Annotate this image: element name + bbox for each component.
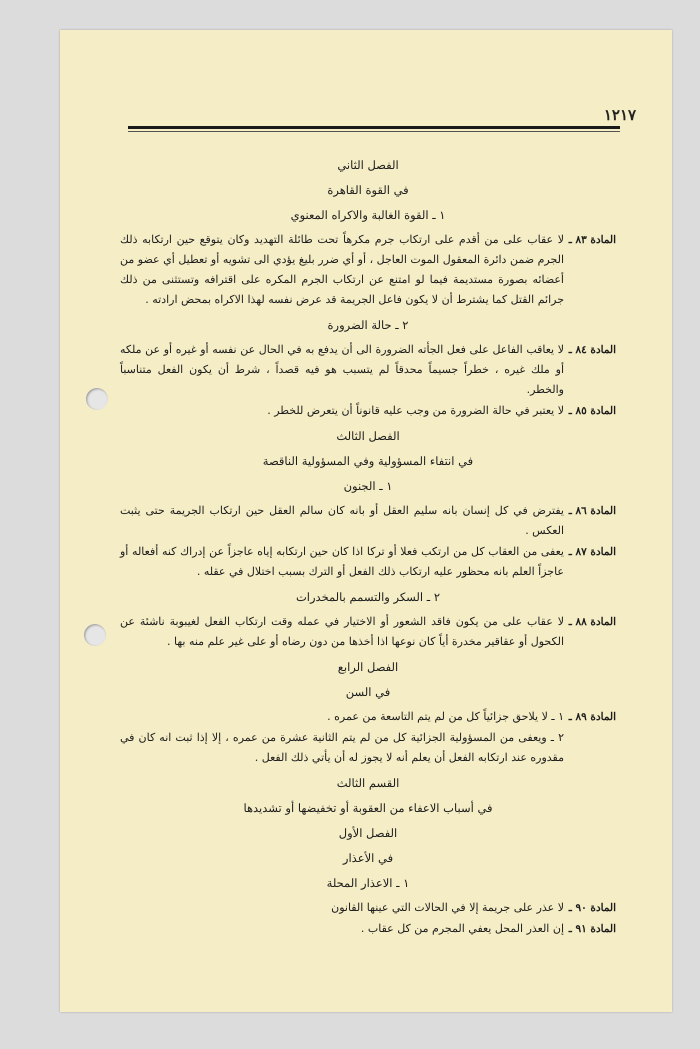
section-heading: في السن (345, 685, 391, 699)
binder-hole-bottom (84, 624, 106, 646)
document-page (60, 30, 672, 1012)
section-heading: الفصل الثاني (337, 158, 399, 172)
article-label: المادة ٩١ ـ (568, 923, 616, 935)
section-heading: في القوة القاهرة (327, 183, 409, 197)
header-rule-thin (128, 131, 620, 132)
article-text: إن العذر المحل يعفي المجرم من كل عقاب . (360, 922, 564, 935)
section-heading: ١ ـ القوة الغالبة والاكراه المعنوي (290, 208, 446, 222)
article-text: لا عقاب على من أقدم على ارتكاب جرم مكرهاً تحت طائلة التهديد وكان يتوقع حين ارتكابه ذلك الجرم ضمن دائرة المعقول الموت العاجل ، أو أي ضرر بليغ يؤدي الى تشويه أو تعطيل أي عضو من أعضائه بصورة مستديمة فيما لو امتنع عن ارتكاب الجرم المكره على اقترافه وتستثنى من ذلك جرائم القتل كما يشترط أن لا يكون فاعل الجريمة قد عرض نفسه لهذا الاكراه بمحض ارادته . (120, 233, 564, 306)
section-heading: ٢ ـ السكر والتسمم بالمخدرات (295, 590, 440, 604)
article-label: المادة ٨٩ ـ (568, 711, 616, 723)
section-heading: ٢ ـ حالة الضرورة (327, 318, 409, 332)
article-label: المادة ٩٠ ـ (568, 902, 616, 914)
header-rule (128, 126, 620, 129)
article-paragraph (120, 501, 616, 541)
article-text: لا عذر على جريمة إلا في الحالات التي عينها القانون (331, 901, 564, 914)
article-paragraph (120, 401, 616, 421)
article-text: لا يعتبر في حالة الضرورة من وجب عليه قانوناً أن يتعرض للخطر . (267, 404, 564, 417)
article-paragraph (120, 728, 616, 768)
article-label: المادة ٨٤ ـ (568, 344, 616, 356)
article-label: المادة ٨٣ ـ (568, 234, 616, 246)
section-heading: الفصل الأول (338, 826, 398, 840)
section-heading: ١ ـ الجنون (343, 479, 393, 493)
section-heading: الفصل الرابع (337, 660, 399, 674)
article-text: ١ ـ لا يلاحق جزائياً كل من لم يتم التاسعة من عمره . (327, 710, 564, 723)
section-heading: الفصل الثالث (336, 429, 400, 443)
article-paragraph (120, 542, 616, 582)
article-label: المادة ٨٧ ـ (568, 546, 616, 558)
page-number: ١٢١٧ (603, 106, 637, 124)
article-paragraph (120, 230, 616, 310)
article-paragraph (120, 707, 616, 727)
article-text: لا عقاب على من يكون فاقد الشعور أو الاختيار في عمله وقت ارتكاب الفعل لغيبوبة ناشئة عن الكحول أو عقاقير مخدرة أياً كان نوعها اذا أخذها من دون رضاه أو على غير علم منه بها . (120, 615, 564, 648)
section-heading: في انتفاء المسؤولية وفي المسؤولية الناقصة (262, 454, 474, 468)
article-paragraph (120, 340, 616, 400)
article-label: المادة ٨٨ ـ (568, 616, 616, 628)
article-label: المادة ٨٦ ـ (568, 505, 616, 517)
article-paragraph (120, 898, 616, 918)
article-text: ٢ ـ ويعفى من المسؤولية الجزائية كل من لم يتم الثانية عشرة من عمره ، إلا إذا ثبت انه كان في مقدوره عند ارتكابه الفعل أن يعلم أنه لا يجوز له أن يأتي ذلك الفعل . (120, 731, 564, 764)
article-text: لا يعاقب الفاعل على فعل الجأته الضرورة الى أن يدفع به في الحال عن نفسه أو غيره أو عن ملكه أو ملك غيره ، خطراً جسيماً محدقاً لم يتسبب هو فيه قصداً ، شرط أن يكون الفعل متناسباً والخطر. (120, 343, 564, 396)
section-heading: القسم الثالث (336, 776, 400, 790)
article-label: المادة ٨٥ ـ (568, 405, 616, 417)
section-heading: في أسباب الاعفاء من العقوبة أو تخفيضها أو تشديدها (243, 801, 493, 815)
document-body (120, 150, 616, 940)
article-paragraph (120, 612, 616, 652)
article-paragraph (120, 919, 616, 939)
binder-hole-top (86, 388, 108, 410)
article-text: يعفى من العقاب كل من ارتكب فعلا أو تركا اذا كان حين ارتكابه إياه عاجزاً عن إدراك كنه أفعاله أو عاجزاً العلم بانه محظور عليه ارتكاب ذلك الفعل أو الترك بسبب اختلال في عقله . (120, 545, 564, 578)
article-text: يفترض في كل إنسان بانه سليم العقل أو بانه كان سالم العقل حين ارتكاب الجريمة حتى يثبت العكس . (120, 504, 564, 537)
section-heading: في الأعذار (342, 851, 394, 865)
section-heading: ١ ـ الاعذار المحلة (326, 876, 410, 890)
